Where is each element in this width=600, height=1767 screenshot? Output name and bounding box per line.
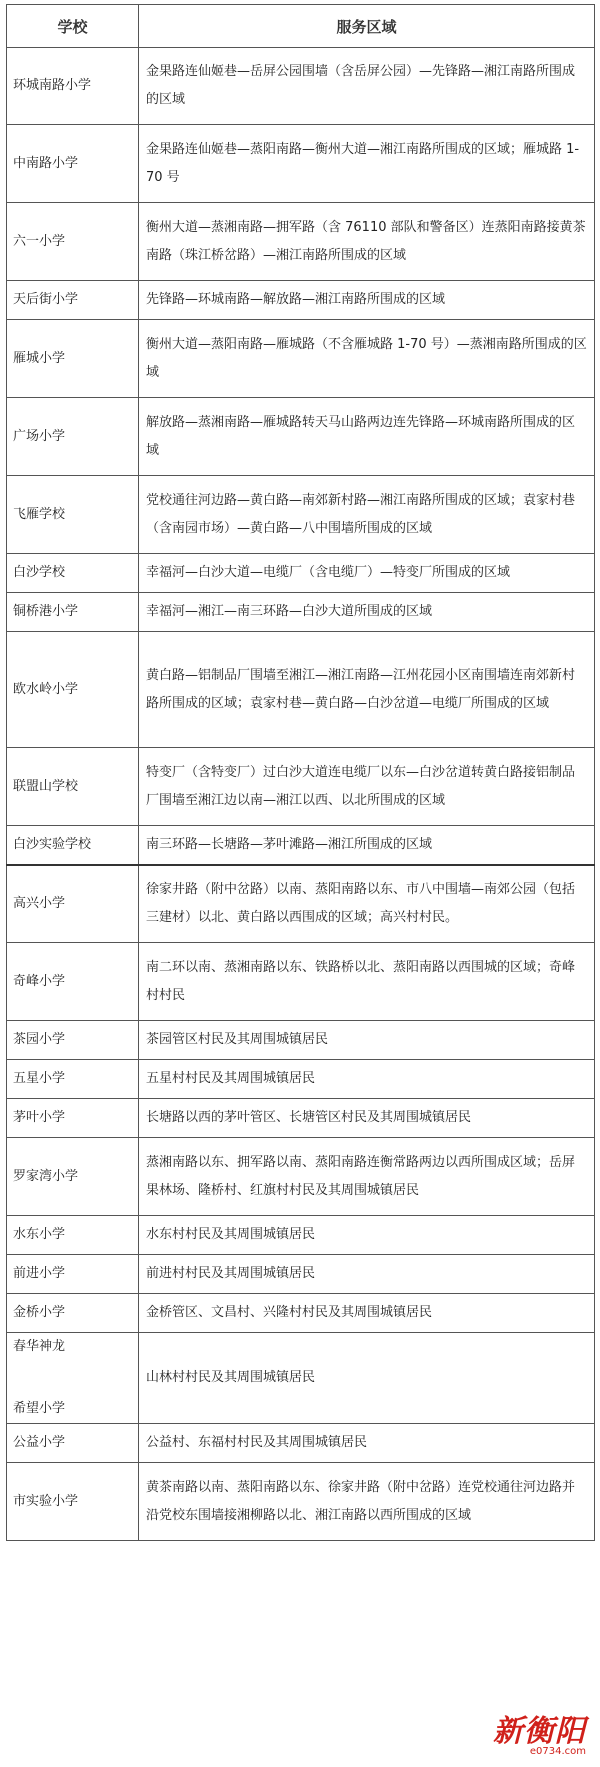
table-row (7, 125, 595, 203)
table-row (7, 281, 595, 320)
watermark-logo: 新衡阳 (493, 1714, 586, 1749)
school-name: 茶园小学 (7, 1021, 139, 1060)
service-area: 公益村、东福村村民及其周围城镇居民 (139, 1424, 595, 1463)
header-school: 学校 (7, 5, 139, 48)
service-area: 黄白路—铝制品厂围墙至湘江—湘江南路—江州花园小区南围墙连南郊新村路所围成的区域；袁家村巷—黄白路—白沙岔道—电缆厂所围成的区域 (139, 632, 595, 748)
table-row (7, 320, 595, 398)
school-district-table (6, 4, 595, 1541)
table-row (7, 1021, 595, 1060)
school-name: 天后街小学 (7, 281, 139, 320)
school-name: 广场小学 (7, 398, 139, 476)
school-name: 金桥小学 (7, 1294, 139, 1333)
table-row (7, 203, 595, 281)
service-area: 幸福河—白沙大道—电缆厂（含电缆厂）—特变厂所围成的区域 (139, 554, 595, 593)
school-name: 前进小学 (7, 1255, 139, 1294)
watermark-url: e0734.com (529, 1746, 586, 1757)
service-area: 金果路连仙姬巷—蒸阳南路—衡州大道—湘江南路所围成的区域；雁城路 1-70 号 (139, 125, 595, 203)
school-name-line1: 春华神龙 (13, 1339, 66, 1354)
service-area: 前进村村民及其周围城镇居民 (139, 1255, 595, 1294)
table-row (7, 476, 595, 554)
service-area: 南三环路—长塘路—茅叶滩路—湘江所围成的区域 (139, 826, 595, 865)
school-name: 铜桥港小学 (7, 593, 139, 632)
table-row (7, 826, 595, 865)
service-area: 幸福河—湘江—南三环路—白沙大道所围成的区域 (139, 593, 595, 632)
table-row (7, 748, 595, 826)
service-area: 衡州大道—蒸湘南路—拥军路（含 76110 部队和警备区）连蒸阳南路接黄茶南路（珠江桥岔路）—湘江南路所围成的区域 (139, 203, 595, 281)
table-row (7, 1099, 595, 1138)
school-name: 高兴小学 (7, 865, 139, 943)
watermark (493, 1706, 586, 1757)
school-name: 白沙学校 (7, 554, 139, 593)
service-area: 南二环以南、蒸湘南路以东、铁路桥以北、蒸阳南路以西围城的区域；奇峰村村民 (139, 943, 595, 1021)
service-area: 金桥管区、文昌村、兴隆村村民及其周围城镇居民 (139, 1294, 595, 1333)
school-name: 五星小学 (7, 1060, 139, 1099)
table-row (7, 1255, 595, 1294)
table-row (7, 593, 595, 632)
service-area: 蒸湘南路以东、拥军路以南、蒸阳南路连衡常路两边以西所围成区域；岳屏果林场、隆桥村、红旗村村民及其周围城镇居民 (139, 1138, 595, 1216)
school-name: 雁城小学 (7, 320, 139, 398)
table-row (7, 1463, 595, 1541)
table-row (7, 1138, 595, 1216)
table-row (7, 632, 595, 748)
school-name: 水东小学 (7, 1216, 139, 1255)
table-row (7, 1294, 595, 1333)
service-area: 山林村村民及其周围城镇居民 (139, 1333, 595, 1424)
school-name: 奇峰小学 (7, 943, 139, 1021)
service-area: 徐家井路（附中岔路）以南、蒸阳南路以东、市八中围墙—南郊公园（包括三建材）以北、黄白路以西围成的区域；高兴村村民。 (139, 865, 595, 943)
table-row (7, 1060, 595, 1099)
service-area: 特变厂（含特变厂）过白沙大道连电缆厂以东—白沙岔道转黄白路接铝制品厂围墙至湘江边以南—湘江以西、以北所围成的区域 (139, 748, 595, 826)
service-area: 先锋路—环城南路—解放路—湘江南路所围成的区域 (139, 281, 595, 320)
service-area: 长塘路以西的茅叶管区、长塘管区村民及其周围城镇居民 (139, 1099, 595, 1138)
table-row (7, 554, 595, 593)
table-row (7, 1333, 595, 1424)
school-name-line2: 希望小学 (13, 1401, 66, 1417)
school-name: 茅叶小学 (7, 1099, 139, 1138)
table-row (7, 943, 595, 1021)
school-name (7, 1333, 139, 1424)
school-name: 环城南路小学 (7, 48, 139, 125)
school-name: 罗家湾小学 (7, 1138, 139, 1216)
school-name: 中南路小学 (7, 125, 139, 203)
school-name: 飞雁学校 (7, 476, 139, 554)
service-area: 水东村村民及其周围城镇居民 (139, 1216, 595, 1255)
table-row (7, 48, 595, 125)
school-name: 联盟山学校 (7, 748, 139, 826)
school-name: 市实验小学 (7, 1463, 139, 1541)
table-row (7, 1424, 595, 1463)
table-row (7, 1216, 595, 1255)
service-area: 解放路—蒸湘南路—雁城路转天马山路两边连先锋路—环城南路所围成的区域 (139, 398, 595, 476)
header-service-area: 服务区域 (139, 5, 595, 48)
table-row (7, 398, 595, 476)
school-name: 白沙实验学校 (7, 826, 139, 865)
service-area: 金果路连仙姬巷—岳屏公园围墙（含岳屏公园）—先锋路—湘江南路所围成的区域 (139, 48, 595, 125)
service-area: 五星村村民及其周围城镇居民 (139, 1060, 595, 1099)
table-row (7, 865, 595, 943)
school-name: 欧水岭小学 (7, 632, 139, 748)
service-area: 黄茶南路以南、蒸阳南路以东、徐家井路（附中岔路）连党校通往河边路并沿党校东围墙接湘柳路以北、湘江南路以西所围成的区域 (139, 1463, 595, 1541)
service-area: 茶园管区村民及其周围城镇居民 (139, 1021, 595, 1060)
service-area: 党校通往河边路—黄白路—南郊新村路—湘江南路所围成的区域；袁家村巷（含南园市场）—黄白路—八中围墙所围成的区域 (139, 476, 595, 554)
school-name: 六一小学 (7, 203, 139, 281)
school-name: 公益小学 (7, 1424, 139, 1463)
service-area: 衡州大道—蒸阳南路—雁城路（不含雁城路 1-70 号）—蒸湘南路所围成的区域 (139, 320, 595, 398)
header-row (7, 5, 595, 48)
